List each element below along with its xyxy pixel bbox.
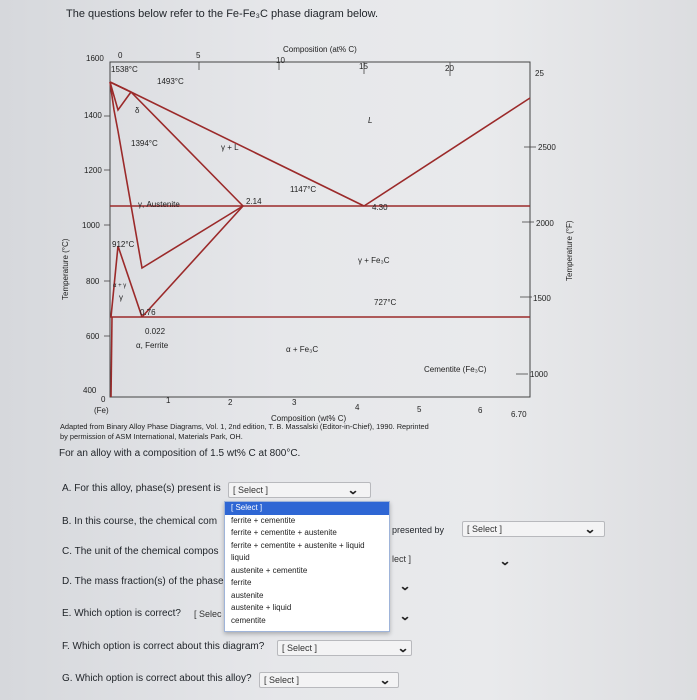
label-ferrite: α, Ferrite [136,341,169,350]
dropdown-option[interactable]: ferrite + cementite + austenite + liquid [231,540,365,550]
right-tick: 1500 [533,294,551,303]
bottom-tick: 3 [292,398,297,407]
label-alpha-gamma: α + γ [113,283,127,289]
question-g-select-value: [ Select ] [264,675,300,685]
question-e-select-value: [ Selec [194,609,222,619]
left-tick: 1600 [86,54,104,63]
left-tick: 800 [86,277,100,286]
bottom-tick: 1 [166,396,171,405]
bottom-tick: 2 [228,398,233,407]
question-g-text: G. Which option is correct about this alloy? [62,673,252,684]
top-tick: 25 [535,69,544,78]
chevron-down-icon: ⌄ [378,673,392,687]
dropdown-option[interactable]: austenite + liquid [231,603,292,612]
question-f-select-value: [ Select ] [282,643,318,653]
dropdown-option[interactable]: ferrite + cementite + austenite [231,528,337,537]
left-tick: 600 [86,332,100,341]
dropdown-option[interactable]: liquid [231,553,250,562]
label-1394: 1394°C [131,139,158,148]
top-tick: 0 [118,51,123,60]
right-tick: 2500 [538,143,556,152]
dropdown-option[interactable]: ferrite + cementite [231,515,296,525]
bottom-tick: 6.70 [511,410,527,419]
label-1493: 1493°C [157,77,184,86]
chevron-down-icon: ⌄ [398,609,412,623]
question-c-select-value: lect ] [392,554,412,564]
source-line-2: by permission of ASM International, Materials Park, OH. [60,432,243,441]
prompt-text: For an alloy with a composition of 1.5 wt% C at 800°C. [59,448,301,459]
label-liquid: L [368,116,373,125]
label-delta: δ [135,106,140,115]
label-430: 4.30 [372,203,388,212]
question-f-select[interactable] [277,640,412,656]
chevron-down-icon: ⌄ [346,483,360,497]
bottom-axis-title: Composition (wt% C) [271,414,347,423]
bottom-tick: 4 [355,403,360,412]
label-austenite: γ, Austenite [138,200,180,209]
label-076: 0.76 [140,308,156,317]
chevron-down-icon: ⌄ [583,522,597,536]
dropdown-option[interactable]: ferrite [231,578,252,587]
right-tick: 2000 [536,219,554,228]
chevron-down-icon: ⌄ [398,579,412,593]
dropdown-option[interactable]: austenite + cementite [231,565,308,575]
question-d-text: D. The mass fraction(s) of the phase [62,576,224,587]
left-ticks [82,54,104,395]
label-0022: 0.022 [145,327,166,336]
label-alpha-fe3c: α + Fe₃C [286,345,319,354]
label-gamma-l: γ + L [221,143,239,152]
left-tick: 1200 [84,166,102,175]
right-tick: 1000 [530,370,548,379]
phase-boundaries [110,82,530,397]
question-b-text: B. In this course, the chemical com [62,516,218,527]
header-text: The questions below refer to the Fe-Fe₃C phase diagram below. [66,8,379,20]
right-ticks [530,143,556,379]
dropdown-option[interactable]: cementite [231,615,266,625]
label-727: 727°C [374,298,397,307]
bottom-tick: 5 [417,405,422,414]
label-gamma-fe3c: γ + Fe₃C [358,256,390,265]
top-tick: 10 [276,56,285,65]
chevron-down-icon: ⌄ [498,554,512,568]
label-1147: 1147°C [290,185,317,194]
right-axis-title: Temperature (°F) [565,220,574,281]
top-tick: 5 [196,51,201,60]
label-cementite: Cementite (Fe₃C) [424,365,487,374]
label-214: 2.14 [246,197,262,206]
question-f-text: F. Which option is correct about this diagram? [62,641,265,652]
label-1538: 1538°C [111,65,138,74]
bottom-tick: 6 [478,406,483,415]
question-a-text: A. For this alloy, phase(s) present is [62,483,221,494]
left-tick: 1000 [82,221,100,230]
source-line-1: Adapted from Binary Alloy Phase Diagrams, Vol. 1, 2nd edition, T. B. Massalski (Editor-in-Chief), 1990. Reprinted [60,422,429,431]
label-912: 912°C [112,240,135,249]
label-gamma: γ [119,293,123,302]
left-tick: 1400 [84,111,102,120]
top-tick: 20 [445,64,454,73]
top-ticks [118,51,544,78]
dropdown-option[interactable]: [ Select ] [225,502,389,515]
question-a-select-value: [ Select ] [233,485,269,495]
phase-dropdown-list[interactable] [224,501,390,632]
question-b-select-value: [ Select ] [467,524,503,534]
chevron-down-icon: ⌄ [396,641,410,655]
question-b-tail: presented by [392,525,445,535]
question-c-text: C. The unit of the chemical compos [62,546,219,557]
dropdown-option[interactable]: austenite [231,590,264,600]
bottom-fe-label: (Fe) [94,406,109,415]
left-axis-title: Temperature (°C) [61,238,70,300]
left-tick: 400 [83,386,97,395]
top-axis-title: Composition (at% C) [283,45,357,54]
top-tick: 15 [359,62,368,71]
question-e-text: E. Which option is correct? [62,608,181,619]
bottom-tick: 0 [101,395,106,404]
